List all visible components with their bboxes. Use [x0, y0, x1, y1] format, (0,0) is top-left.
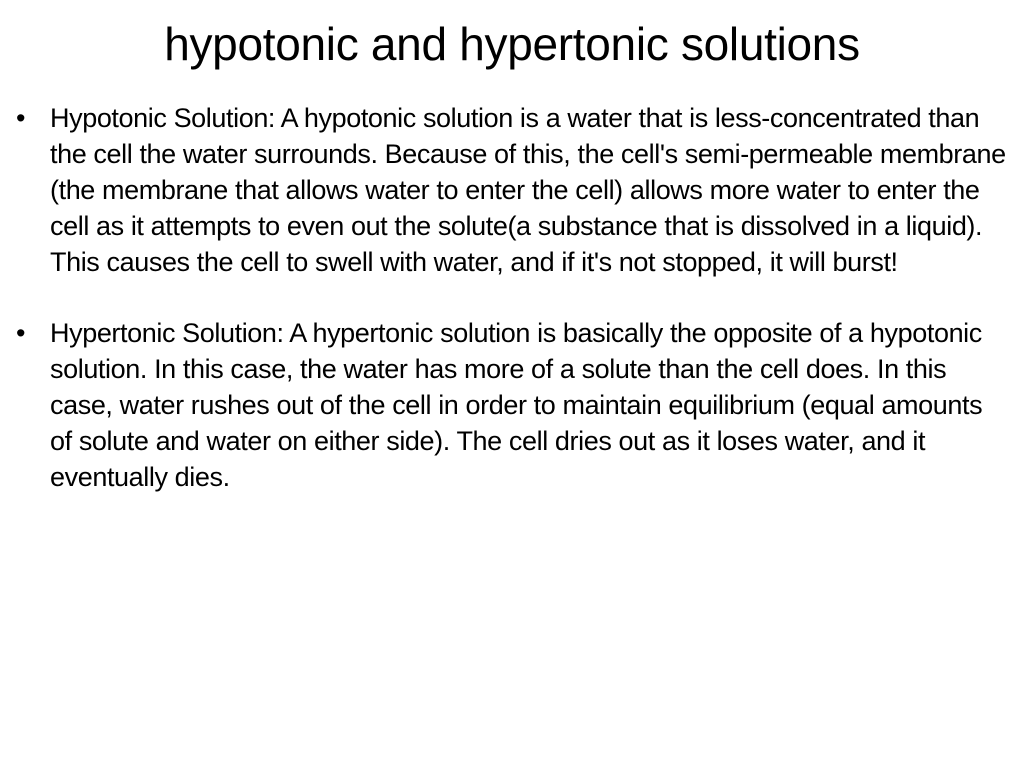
bullet-dot-icon: •	[16, 103, 26, 133]
bullet-dot-icon: •	[16, 318, 26, 348]
bullet-list	[16, 100, 1006, 495]
bullet-item-hypotonic	[16, 100, 1006, 280]
bullet-text-hypertonic: Hypertonic Solution: A hypertonic solution is basically the opposite of a hypotonic solution. In this case, the water has more of a solute than the cell does. In this case, water rushes out of the cell in order to maintain equilibrium (equal amounts of solute and water on either side). The cell dries out as it loses water, and it eventually dies.	[50, 318, 983, 492]
bullet-text-hypotonic: Hypotonic Solution: A hypotonic solution is a water that is less-concentrated than the cell the water surrounds. Because of this, the cell's semi-permeable membrane (the membrane that allows water to enter the cell) allows more water to enter the cell as it attempts to even out the solute(a substance that is dissolved in a liquid). This causes the cell to swell with water, and if it's not stopped, it will burst!	[50, 103, 1006, 277]
slide-title: hypotonic and hypertonic solutions	[164, 18, 860, 70]
bullet-item-hypertonic	[16, 315, 1006, 495]
